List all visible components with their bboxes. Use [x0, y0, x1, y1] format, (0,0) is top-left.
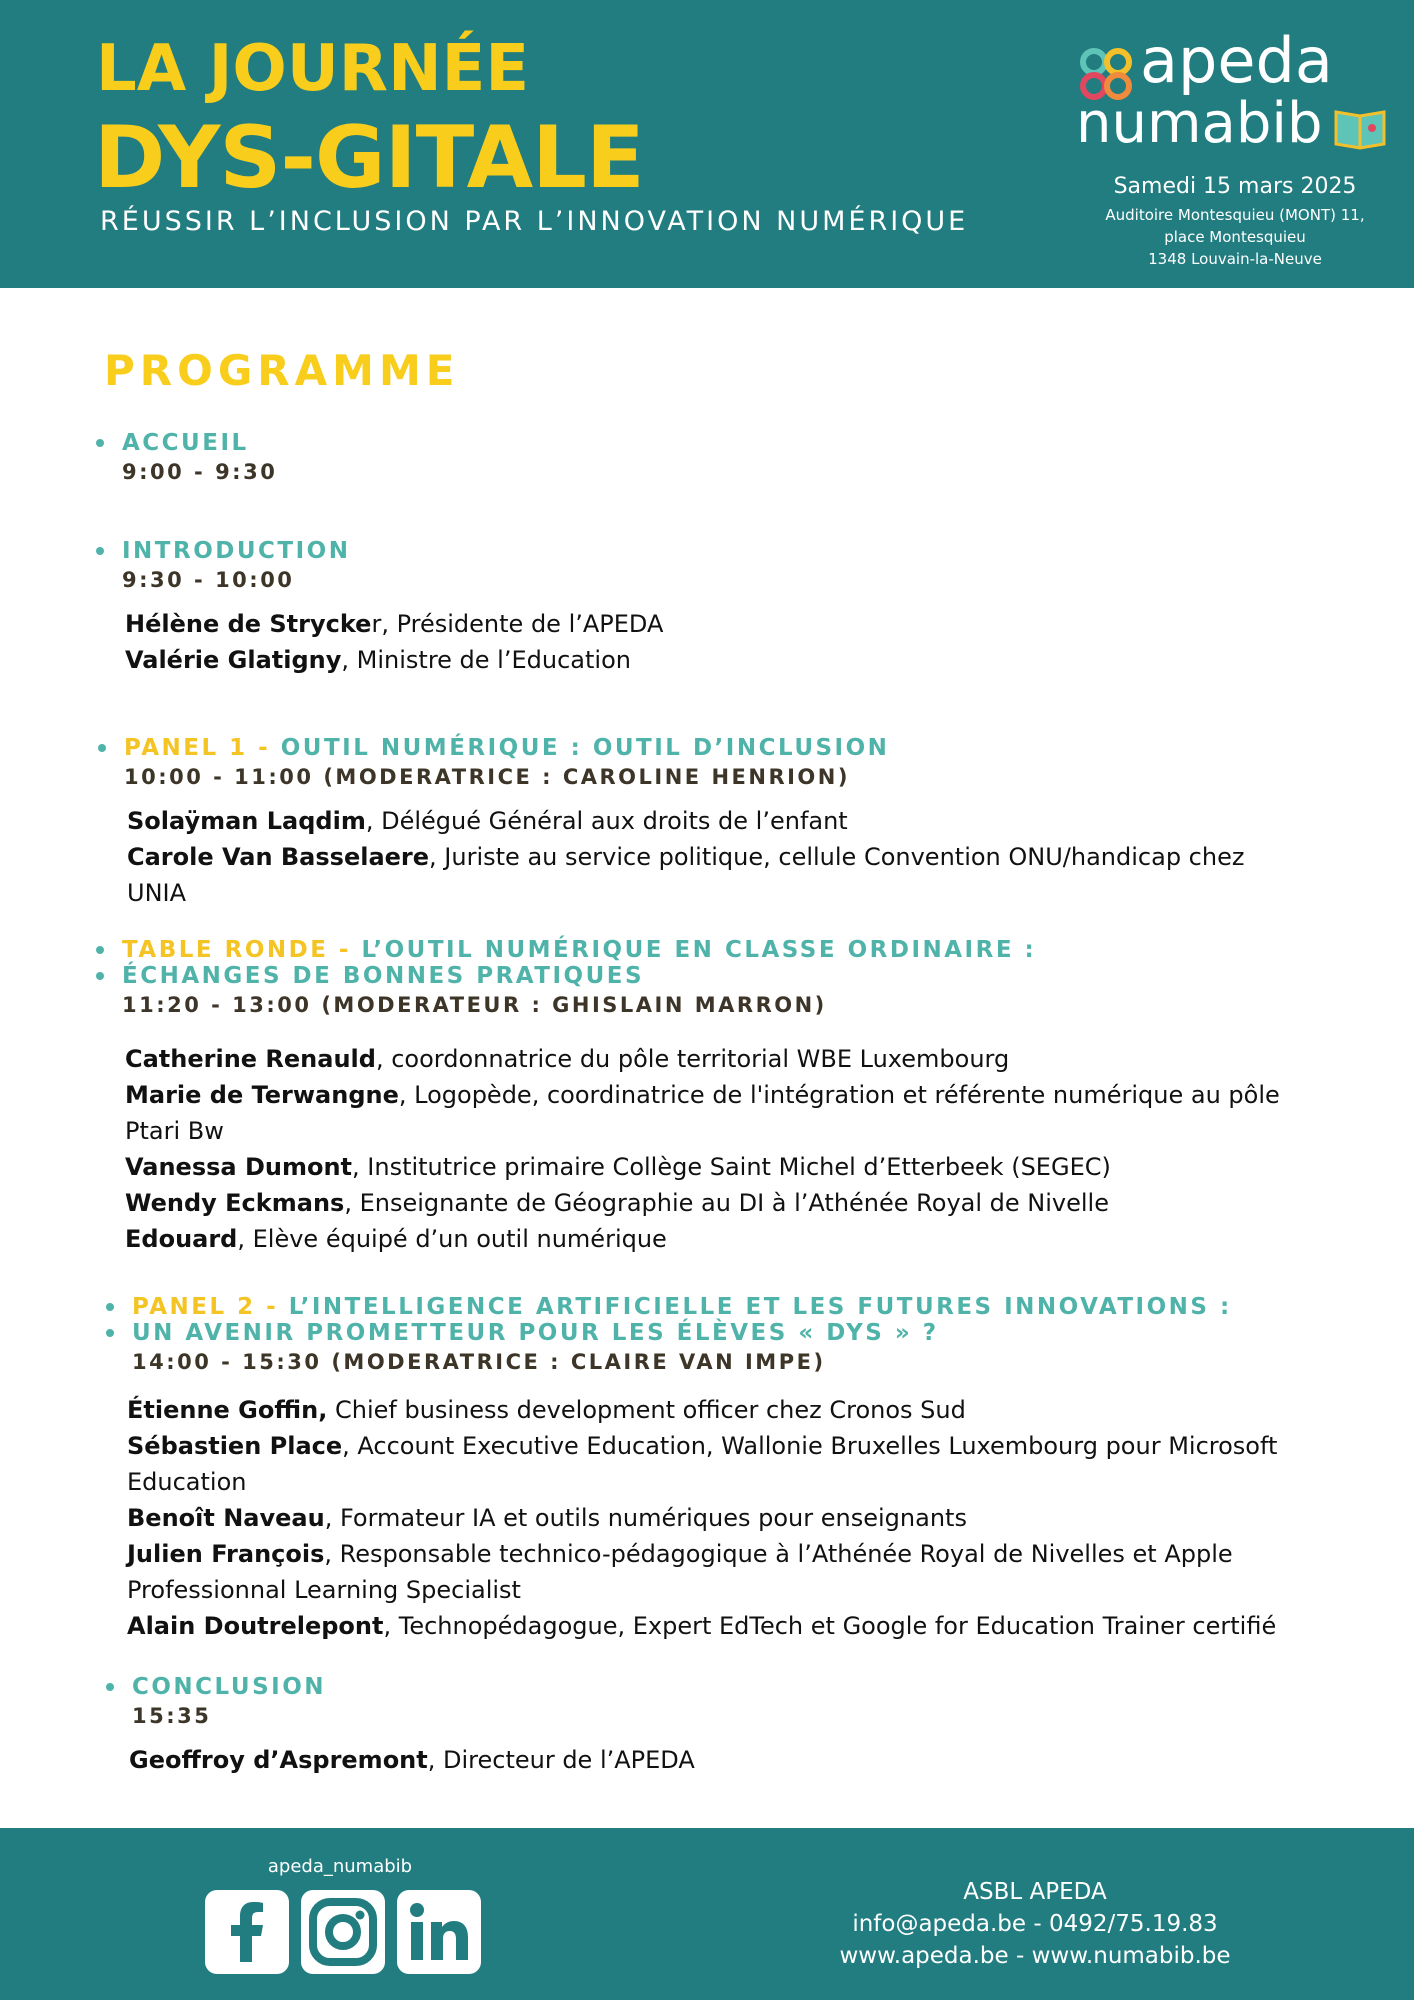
speaker-name: Valérie Glatigny — [125, 646, 342, 674]
section-heading — [122, 430, 277, 456]
speaker-list — [122, 606, 663, 678]
section-table-ronde — [122, 937, 1302, 1257]
speaker — [127, 803, 1284, 839]
section-heading-highlight: PANEL 2 - — [132, 1294, 279, 1320]
book-icon — [1332, 104, 1388, 150]
speaker-list — [126, 1742, 695, 1778]
linkedin-icon[interactable] — [397, 1890, 481, 1974]
speaker-name: Geoffroy d’Aspremont — [129, 1746, 428, 1774]
speaker-name: Solaÿman Laqdim — [127, 807, 366, 835]
speaker-role: , Formateur IA et outils numériques pour enseignants — [324, 1504, 967, 1532]
section-heading-text: ACCUEIL — [122, 430, 249, 456]
speaker-role: , Présidente de l’APEDA — [381, 610, 664, 638]
section-panel-2 — [127, 1294, 1372, 1644]
website-line[interactable]: www.apeda.be - www.numabib.be — [839, 1943, 1231, 1969]
speaker — [127, 1608, 1357, 1644]
section-heading-highlight: TABLE RONDE - — [122, 937, 351, 963]
speaker-role: , Juriste au service politique, cellule Convention ONU/handicap chez UNIA — [127, 843, 1245, 907]
speaker-role: , Responsable technico-pédagogique à l’Athénée Royal de Nivelles et Apple Professionnal Learning Specialist — [127, 1540, 1233, 1604]
speaker-name-tail: r — [371, 610, 382, 638]
speaker-name: Marie de Terwangne — [125, 1081, 399, 1109]
speaker-name: Vanessa Dumont — [125, 1153, 353, 1181]
logo-word-numabib: numabib — [1076, 91, 1323, 156]
speaker-list — [122, 1041, 1302, 1257]
speaker — [127, 839, 1257, 911]
header-banner — [0, 0, 1414, 288]
section-heading-highlight: PANEL 1 - — [124, 735, 271, 761]
speaker-name: Hélène de Strycke — [125, 610, 372, 638]
speaker-role: , Account Executive Education, Wallonie Bruxelles Luxembourg pour Microsoft Education — [127, 1432, 1278, 1496]
speaker-role: , Enseignante de Géographie au DI à l’Athénée Royal de Nivelle — [344, 1189, 1109, 1217]
speaker — [127, 1500, 1372, 1536]
section-heading-text: UN AVENIR PROMETTEUR POUR LES ÉLÈVES « DYS » ? — [132, 1320, 939, 1346]
section-heading — [132, 1294, 1372, 1320]
event-title-line1: LA JOURNÉE — [96, 32, 530, 106]
event-address-line: place Montesquieu — [1164, 228, 1306, 246]
speaker-name: Wendy Eckmans — [125, 1189, 345, 1217]
instagram-icon[interactable] — [301, 1890, 385, 1974]
section-heading-line2 — [122, 963, 1302, 989]
section-time: 10:00 - 11:00 (MODERATRICE : CAROLINE HENRION) — [124, 765, 850, 789]
speaker — [125, 1077, 1295, 1149]
speaker-role: , coordonnatrice du pôle territorial WBE Luxembourg — [375, 1045, 1010, 1073]
footer — [0, 1828, 1414, 2000]
section-time: 9:30 - 10:00 — [122, 568, 295, 592]
programme-title: PROGRAMME — [104, 346, 460, 395]
section-introduction — [122, 538, 663, 678]
speaker — [125, 1185, 1302, 1221]
speaker-name: Edouard — [125, 1225, 238, 1253]
apeda-numabib-logo — [1074, 24, 1390, 162]
section-time: 11:20 - 13:00 (MODERATEUR : GHISLAIN MARRON) — [122, 993, 827, 1017]
section-accueil — [122, 430, 277, 484]
speaker — [125, 642, 663, 678]
speaker — [125, 606, 663, 642]
speaker-role: , Logopède, coordinatrice de l'intégration et référente numérique au pôle Ptari Bw — [125, 1081, 1280, 1145]
section-heading-text: L’INTELLIGENCE ARTIFICIELLE ET LES FUTURES INNOVATIONS : — [278, 1294, 1232, 1320]
section-heading-text: OUTIL NUMÉRIQUE : OUTIL D’INCLUSION — [270, 735, 890, 761]
section-time: 14:00 - 15:30 (MODERATRICE : CLAIRE VAN IMPE) — [132, 1350, 826, 1374]
speaker-list — [124, 803, 1284, 911]
speaker-role: , Délégué Général aux droits de l’enfant — [365, 807, 848, 835]
speaker-name: Sébastien Place — [127, 1432, 343, 1460]
speaker-name: Benoît Naveau — [127, 1504, 325, 1532]
event-title-line2: DYS-GITALE — [94, 108, 644, 208]
facebook-icon[interactable] — [205, 1890, 289, 1974]
speaker — [127, 1428, 1357, 1500]
event-address-line: Auditoire Montesquieu (MONT) 11, — [1105, 206, 1365, 224]
section-heading-text: L’OUTIL NUMÉRIQUE EN CLASSE ORDINAIRE : — [350, 937, 1037, 963]
speaker-name: Carole Van Basselaere — [127, 843, 430, 871]
section-heading-text: CONCLUSION — [132, 1674, 326, 1700]
speaker-name: Étienne Goffin, — [127, 1396, 328, 1424]
speaker — [127, 1392, 1372, 1428]
logo-word-apeda: apeda — [1140, 24, 1333, 97]
speaker — [129, 1742, 695, 1778]
section-time: 15:35 — [132, 1704, 212, 1728]
speaker — [127, 1536, 1357, 1608]
speaker-role: , Elève équipé d’un outil numérique — [237, 1225, 667, 1253]
speaker-role: Chief business development officer chez Cronos Sud — [327, 1396, 966, 1424]
contact-block — [800, 1876, 1270, 1972]
speaker-name: Catherine Renauld — [125, 1045, 376, 1073]
event-info — [1090, 170, 1380, 270]
event-date: Samedi 15 mars 2025 — [1113, 174, 1357, 199]
event-address-line: 1348 Louvain-la-Neuve — [1148, 250, 1322, 268]
section-heading-text: INTRODUCTION — [122, 538, 351, 564]
section-panel-1 — [124, 735, 1284, 911]
section-heading-text: ÉCHANGES DE BONNES PRATIQUES — [122, 963, 645, 989]
social-handle: apeda_numabib — [267, 1856, 413, 1877]
speaker-role: , Ministre de l’Education — [341, 646, 631, 674]
section-time: 9:00 - 9:30 — [122, 460, 278, 484]
speaker-name: Julien François — [127, 1540, 325, 1568]
section-heading-line2 — [132, 1320, 1372, 1346]
speaker — [125, 1149, 1302, 1185]
contact-line[interactable]: info@apeda.be - 0492/75.19.83 — [852, 1911, 1218, 1937]
speaker — [125, 1041, 1302, 1077]
org-name: ASBL APEDA — [963, 1879, 1107, 1905]
speaker-role: , Directeur de l’APEDA — [427, 1746, 695, 1774]
section-conclusion — [129, 1674, 695, 1778]
event-tagline: RÉUSSIR L’INCLUSION PAR L’INNOVATION NUMÉRIQUE — [100, 206, 969, 237]
section-heading — [122, 538, 663, 564]
section-heading — [122, 937, 1302, 963]
speaker — [125, 1221, 1302, 1257]
section-heading — [124, 735, 1284, 761]
section-heading — [132, 1674, 695, 1700]
speaker-role: , Institutrice primaire Collège Saint Michel d’Etterbeek (SEGEC) — [352, 1153, 1111, 1181]
speaker-list — [124, 1392, 1372, 1644]
speaker-role: , Technopédagogue, Expert EdTech et Google for Education Trainer certifié — [383, 1612, 1277, 1640]
speaker-name: Alain Doutrelepont — [127, 1612, 384, 1640]
